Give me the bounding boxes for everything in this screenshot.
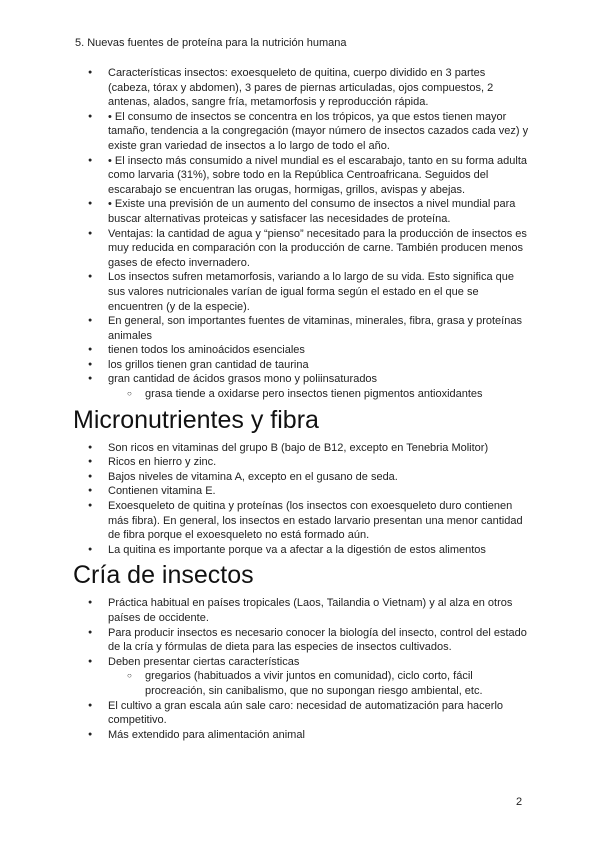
- page-number: 2: [516, 796, 523, 808]
- list-item: ● El cultivo a gran escala aún sale caro: necesidad de automatización para hacerlo competitivo.: [75, 699, 530, 728]
- section-heading-insect-farming: Cría de insectos: [73, 561, 254, 590]
- list-item: ● Ventajas: la cantidad de agua y “pienso” necesitado para la producción de insectos es muy reducida en comparación con la producción de carne. También producen menos gases de efecto invernadero.: [75, 227, 530, 271]
- list-item: ● Ricos en hierro y zinc.: [75, 455, 530, 470]
- intro-bullet-list: [75, 66, 530, 387]
- list-item: ● Los insectos sufren metamorfosis, variando a lo largo de su vida. Esto significa que sus valores nutricionales varían de igual forma según el estado en el que se encuentren (y de la especie).: [75, 270, 530, 314]
- list-item: ● Más extendido para alimentación animal: [75, 728, 530, 743]
- list-item: ● • El consumo de insectos se concentra en los trópicos, ya que estos tienen mayor tamaño, tendencia a la congregación (mayor número de insectos cazados cada vez) y existe gran variedad de insectos a lo largo de todo el año.: [75, 110, 530, 154]
- farming-sub-list: [75, 669, 530, 698]
- list-item: ● • El insecto más consumido a nivel mundial es el escarabajo, tanto en su forma adulta como larvaria (31%), sobre todo en la República Centroafricana. Seguidos del escarabajo se encuentran las orugas, hormigas, grillos, avispas y abejas.: [75, 154, 530, 198]
- list-item: ● gran cantidad de ácidos grasos mono y poliinsaturados: [75, 372, 530, 387]
- list-item: ● En general, son importantes fuentes de vitaminas, minerales, fibra, grasa y proteínas animales: [75, 314, 530, 343]
- page-content: [75, 66, 530, 742]
- section-heading-micronutrients: Micronutrientes y fibra: [73, 405, 319, 434]
- list-item: ● Práctica habitual en países tropicales (Laos, Tailandia o Vietnam) y al alza en otros países de occidente.: [75, 596, 530, 625]
- sub-list-item: ○ gregarios (habituados a vivir juntos en comunidad), ciclo corto, fácil procreación, sin canibalismo, que no supongan riesgo ambiental, etc.: [75, 669, 530, 698]
- list-item: ● Bajos niveles de vitamina A, excepto en el gusano de seda.: [75, 470, 530, 485]
- list-item: ● Características insectos: exoesqueleto de quitina, cuerpo dividido en 3 partes (cabeza, tórax y abdomen), 3 pares de piernas articuladas, ojos compuestos, 2 antenas, alados, sangre fría, metamorfosis y reproducción rápida.: [75, 66, 530, 110]
- list-item: ● tienen todos los aminoácidos esenciales: [75, 343, 530, 358]
- list-item: ● La quitina es importante porque va a afectar a la digestión de estos alimentos: [75, 543, 530, 558]
- list-item: ● Son ricos en vitaminas del grupo B (bajo de B12, excepto en Tenebria Molitor): [75, 441, 530, 456]
- list-item: ● Deben presentar ciertas características: [75, 655, 530, 670]
- list-item: ● Contienen vitamina E.: [75, 484, 530, 499]
- running-header: 5. Nuevas fuentes de proteína para la nutrición humana: [75, 37, 347, 49]
- list-item: ● • Existe una previsión de un aumento del consumo de insectos a nivel mundial para buscar alternativas proteicas y satisfacer las necesidades de proteína.: [75, 197, 530, 226]
- farming-bullet-list-continued: [75, 699, 530, 743]
- intro-sub-list: [75, 387, 530, 402]
- list-item: ● los grillos tienen gran cantidad de taurina: [75, 358, 530, 373]
- sub-list-item: ○ grasa tiende a oxidarse pero insectos tienen pigmentos antioxidantes: [75, 387, 530, 402]
- farming-bullet-list: [75, 596, 530, 669]
- list-item: ● Para producir insectos es necesario conocer la biología del insecto, control del estado de la cría y fórmulas de dieta para las especies de insectos cultivados.: [75, 626, 530, 655]
- micronutrients-bullet-list: [75, 441, 530, 558]
- list-item: ● Exoesqueleto de quitina y proteínas (los insectos con exoesqueleto duro contienen más fibra). En general, los insectos en estado larvario presentan una menor cantidad de fibra porque el exoesqueleto no está formado aún.: [75, 499, 530, 543]
